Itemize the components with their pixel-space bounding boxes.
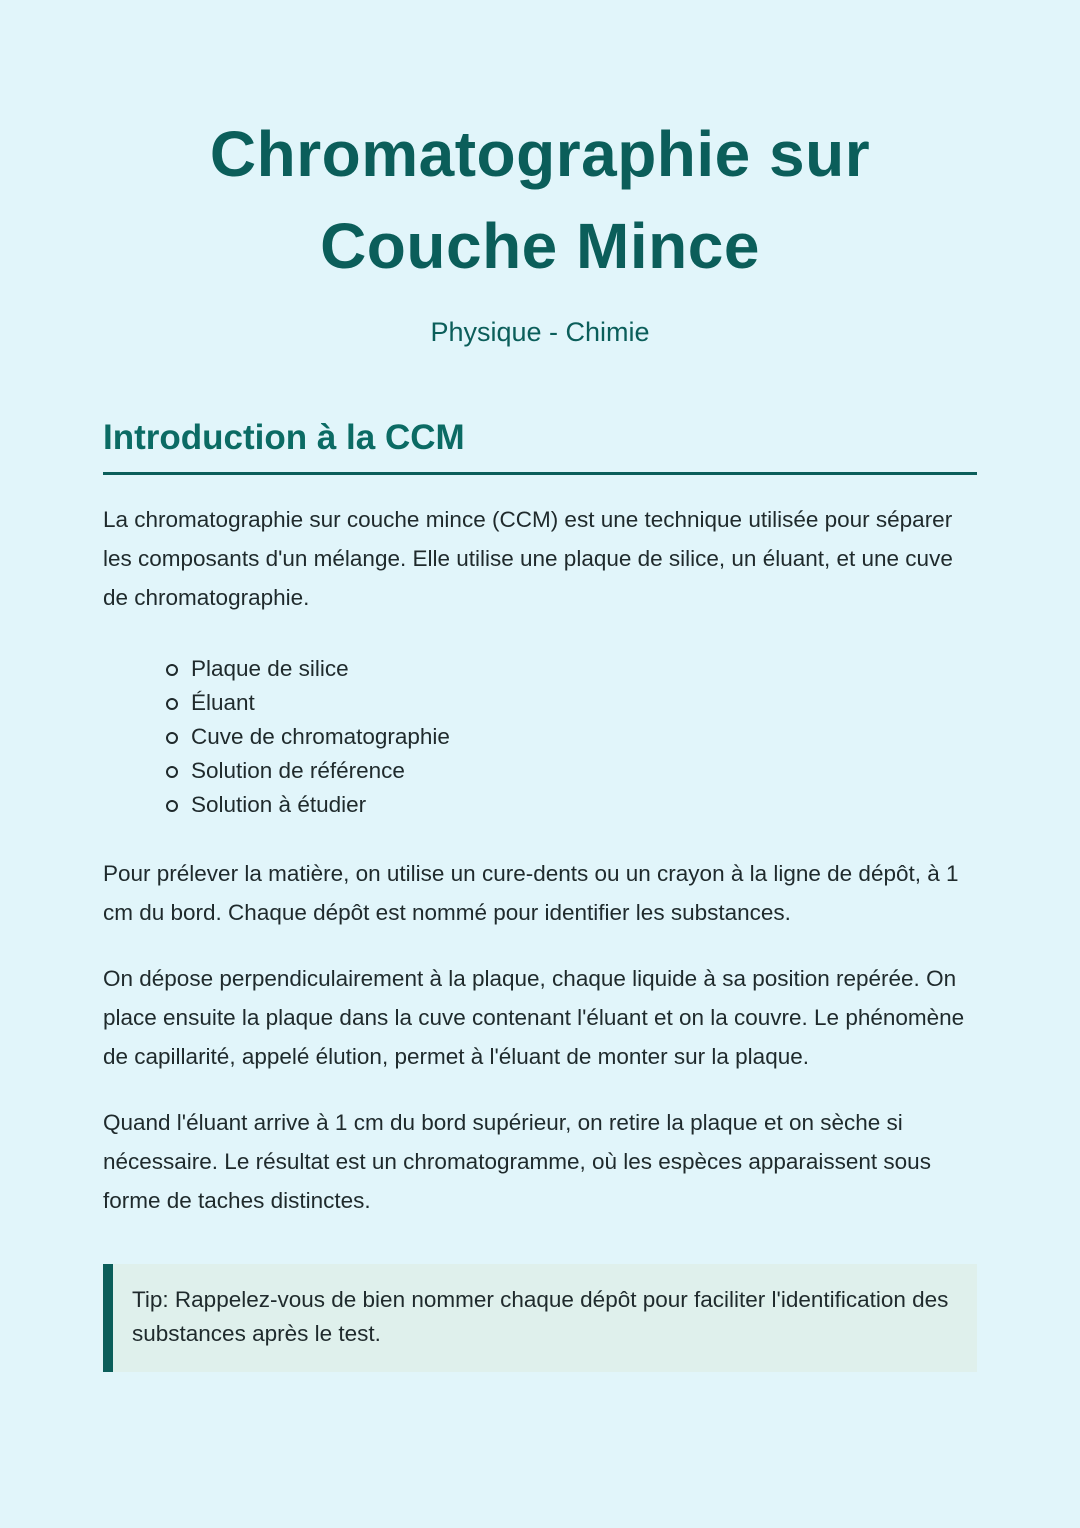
list-item-text: Cuve de chromatographie: [191, 724, 450, 749]
list-item-text: Plaque de silice: [191, 656, 349, 681]
list-item: [166, 720, 977, 754]
list-item-text: Éluant: [191, 690, 255, 715]
tip-text: Tip: Rappelez-vous de bien nommer chaque dépôt pour faciliter l'identification des substances après le test.: [132, 1287, 949, 1346]
circle-bullet-icon: [166, 800, 178, 812]
page-title: [103, 0, 977, 292]
deposit-paragraph: Pour prélever la matière, on utilise un cure-dents ou un crayon à la ligne de dépôt, à 1 cm du bord. Chaque dépôt est nommé pour identifier les substances.: [103, 861, 959, 925]
intro-paragraph: La chromatographie sur couche mince (CCM) est une technique utilisée pour séparer les composants d'un mélange. Elle utilise une plaque de silice, un éluant, et une cuve de chromatographie.: [103, 507, 953, 610]
list-item: [166, 754, 977, 788]
title-line-1: Chromatographie sur: [209, 118, 871, 190]
tip-callout: [103, 1264, 977, 1372]
list-item-text: Solution à étudier: [191, 792, 367, 817]
list-item: [166, 788, 977, 822]
title-line-2: Couche Mince: [320, 210, 760, 282]
elution-paragraph: On dépose perpendiculairement à la plaque, chaque liquide à sa position repérée. On place ensuite la plaque dans la cuve contenant l'éluant et on la couvre. Le phénomène de capillarité, appelé élution, permet à l'éluant de monter sur la plaque.: [103, 966, 965, 1069]
circle-bullet-icon: [166, 698, 178, 710]
materials-list: [103, 652, 977, 822]
list-item-text: Solution de référence: [191, 758, 405, 783]
page-subtitle: Physique - Chimie: [430, 317, 650, 347]
section-title: Introduction à la CCM: [103, 416, 977, 475]
list-item: [166, 686, 977, 720]
circle-bullet-icon: [166, 732, 178, 744]
list-item: [166, 652, 977, 686]
circle-bullet-icon: [166, 766, 178, 778]
circle-bullet-icon: [166, 664, 178, 676]
result-paragraph: Quand l'éluant arrive à 1 cm du bord supérieur, on retire la plaque et on sèche si nécessaire. Le résultat est un chromatogramme, où les espèces apparaissent sous forme de taches distinctes.: [103, 1110, 931, 1213]
